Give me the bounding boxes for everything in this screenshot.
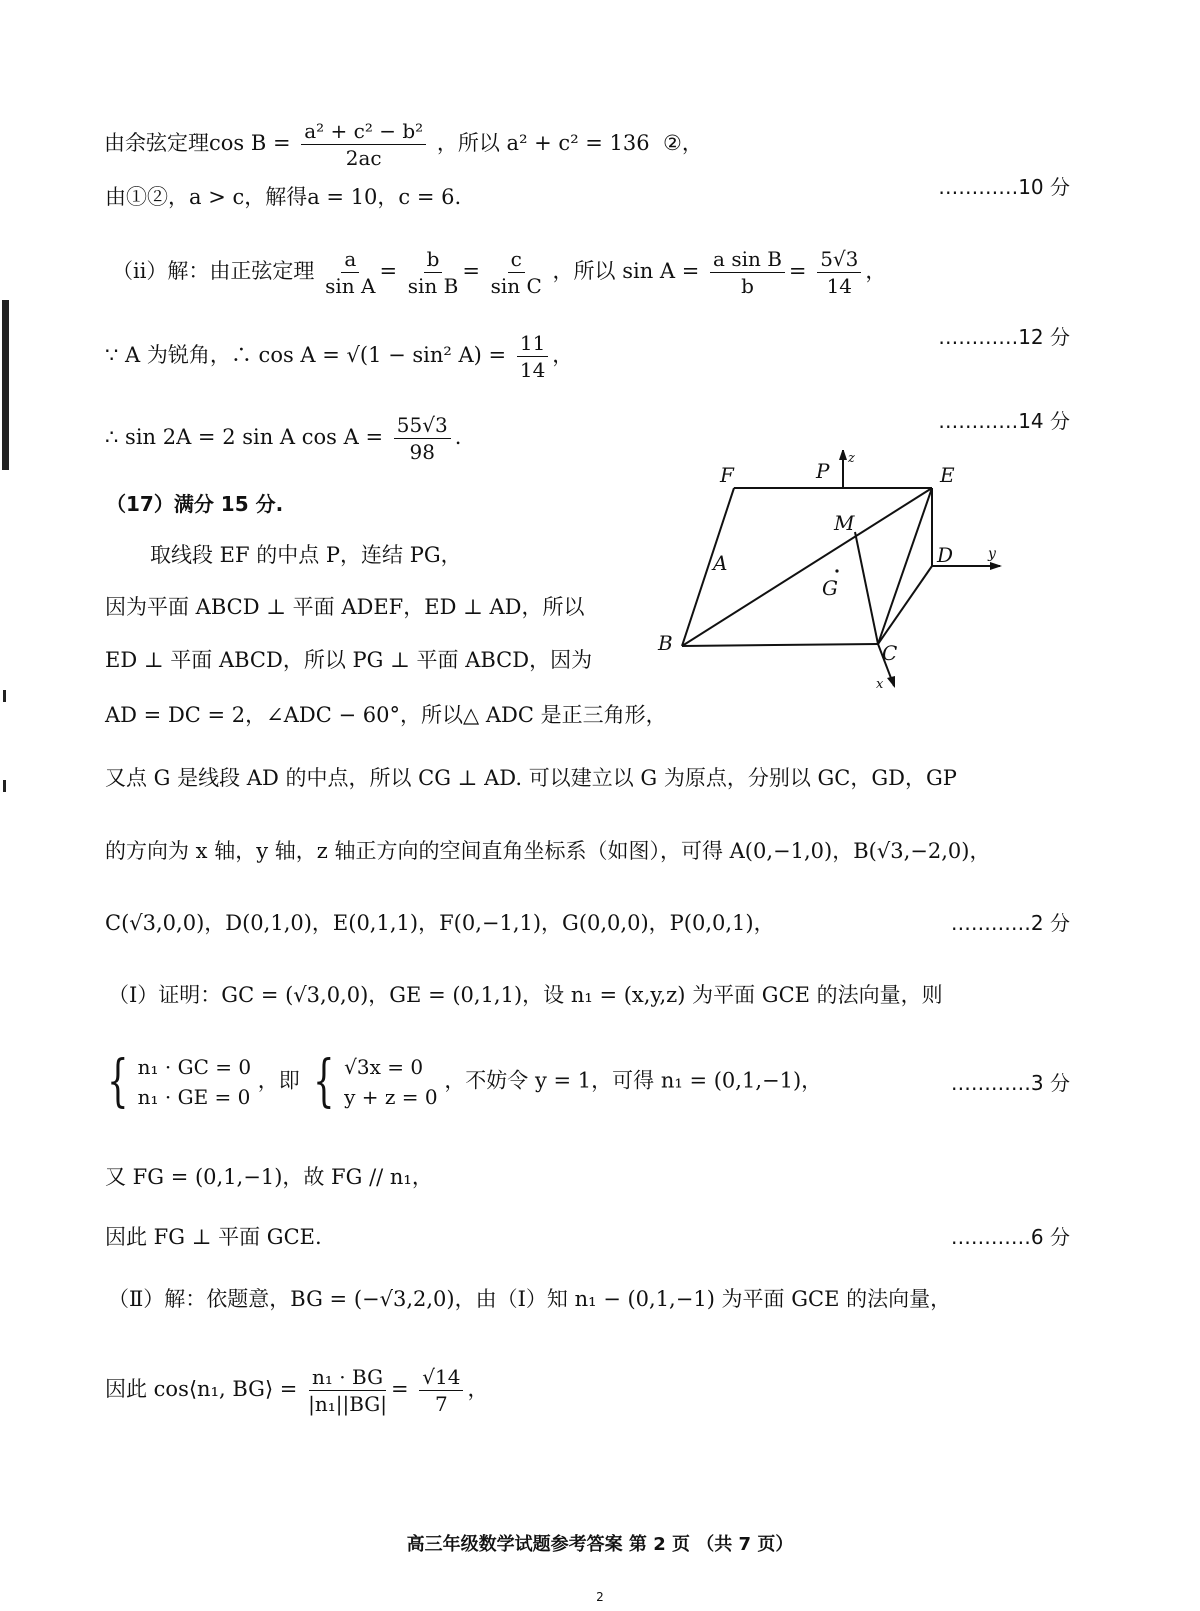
page-footer: 高三年级数学试题参考答案 第 2 页 （共 7 页） [406,1534,794,1555]
fraction [517,330,548,383]
text-line: 由①②，a > c，解得a = 10，c = 6. [105,185,462,209]
equation-row: √3x = 0 [344,1055,424,1079]
label-D: D [937,543,954,567]
label-z: z [848,451,855,466]
denominator: sin B [407,274,459,298]
text-line: ∴ sin 2A = 2 sin A cos A = $\frac{55√3}{98}$ . [105,413,462,464]
label-C: C [882,641,898,665]
denominator: |n₁||BG| [308,1392,387,1416]
label-y: y [988,546,996,562]
text: ，所以 a² + c² = 136 ②， [436,131,703,155]
equation-system-right [306,1049,438,1114]
numerator: 55√3 [394,412,451,439]
scan-edge [0,0,18,1611]
point-G [835,569,838,572]
brace: { [313,1049,335,1114]
text-line: 的方向为 x 轴，y 轴，z 轴正方向的空间直角坐标系（如图），可得 A(0,−1,0)，B(√3,−2,0)， [105,839,991,863]
numerator: c [508,246,525,273]
label-A: A [713,551,728,575]
label-M: M [834,511,855,535]
numerator: a sin B [710,246,785,273]
denominator: sin A [325,274,376,298]
label-P: P [816,459,830,483]
edge-MC [855,532,878,644]
fraction [301,118,426,171]
x-arrowhead [887,676,895,688]
equation-row: n₁ · GE = 0 [137,1085,251,1109]
fraction [491,246,542,299]
label-F: F [720,463,734,487]
label-x: x [876,677,884,690]
fraction [394,412,451,465]
denominator: 14 [826,274,853,298]
score-mark: …………3 分 [950,1071,1070,1095]
edge-EC [878,488,932,644]
text-line: ED ⊥ 平面 ABCD，所以 PG ⊥ 平面 ABCD，因为 [105,648,593,672]
text-line: 又 FG = (0,1,−1)，故 FG // n₁， [105,1165,433,1189]
fraction [325,246,375,299]
score-mark: …………2 分 [950,911,1070,935]
edge-BC [682,644,878,646]
denominator: b [741,274,754,298]
text-line: （Ⅱ）解：依题意，BG = (−√3,2,0)，由（Ⅰ）知 n₁ − (0,1,−1) 为平面 GCE 的法向量， [108,1287,952,1311]
label-E: E [940,463,955,487]
edge-DC [878,566,932,644]
score-mark: …………6 分 [950,1225,1070,1249]
text: 因此 cos⟨n₁, BG⟩ = [105,1377,298,1401]
label-G: G [822,576,838,600]
fraction [710,246,785,299]
fraction [308,1364,387,1417]
text-line: AD = DC = 2，∠ADC − 60°，所以△ ADC 是正三角形， [105,703,667,727]
equation-row: n₁ · GC = 0 [137,1055,252,1079]
equation-row: y + z = 0 [344,1085,438,1109]
text-line: （Ⅰ）证明：GC = (√3,0,0)，GE = (0,1,1)，设 n₁ = (x,y,z) 为平面 GCE 的法向量，则 [108,983,943,1007]
denominator: 98 [409,440,435,464]
denominator: 14 [519,358,546,382]
score-mark: …………10 分 [938,175,1070,199]
text-line: 因此 FG ⊥ 平面 GCE. [105,1225,322,1249]
fraction [419,1364,463,1417]
text: ，所以 sin A = [552,259,700,283]
scan-edge-mark [3,690,6,702]
denominator: 7 [435,1392,448,1416]
text-line: （ⅱ）解：由正弦定理 $\frac{a}{\text{sin A}}$ = $\frac{b}{\text{sin B}}$ = $\frac{c}{\text{sin C}}$ ，所以 sin A = $\frac{\text{a sin B}}{b}$ = $\frac{5√3}{14}$ ， [112,247,887,298]
y-arrowhead [990,562,1002,570]
text: ∴ sin 2A = 2 sin A cos A = [105,425,384,449]
fraction [408,246,459,299]
denominator: sin C [490,274,542,298]
text: ，即 [257,1068,300,1093]
text-line: C(√3,0,0)，D(0,1,0)，E(0,1,1)，F(0,−1,1)，G(0,0,0)，P(0,0,1)， [105,911,775,935]
text-line: 又点 G 是线段 AD 的中点，所以 CG ⊥ AD. 可以建立以 G 为原点，分别以 GC，GD，GP [105,766,957,790]
score-mark: …………12 分 [938,325,1070,349]
text-line: 取线段 EF 的中点 P，连结 PG， [150,543,462,567]
scan-edge-mark [3,780,6,792]
text-line: 因此 cos⟨n₁, BG⟩ = $\frac{\text{n₁ · BG}}{\text{|n₁||BG|}}$ = $\frac{√14}{7}$ ， [105,1365,489,1416]
brace: { [107,1049,129,1114]
numerator: b [424,246,443,273]
numerator: 11 [517,330,548,357]
text: ，不妨令 y = 1，可得 n₁ = (0,1,−1)， [444,1068,823,1093]
numerator: a² + c² − b² [301,118,426,145]
problem-heading: （17）满分 15 分. [106,492,284,516]
equation-system-left [100,1049,252,1114]
text: （ⅱ）解：由正弦定理 [112,259,315,283]
numerator: √14 [419,1364,463,1391]
numerator: n₁ · BG [309,1364,386,1391]
text-line [100,1049,823,1114]
text-line [104,118,703,171]
page-number: 2 [596,1590,604,1604]
text: 由余弦定理cos B = [104,131,291,155]
scan-edge-mark [2,300,9,470]
geometry-figure [650,450,1010,690]
label-B: B [658,631,673,655]
numerator: 5√3 [817,246,861,273]
text-line: 因为平面 ABCD ⊥ 平面 ADEF，ED ⊥ AD，所以 [105,595,585,619]
score-mark: …………14 分 [938,409,1070,433]
text: ∵ A 为锐角，∴ cos A = √(1 − sin² A) = [105,343,507,367]
numerator: a [341,246,359,273]
text-line: ∵ A 为锐角，∴ cos A = √(1 − sin² A) = $\frac{11}{14}$ ， [105,331,574,382]
fraction [817,246,861,299]
z-arrowhead [839,450,847,460]
denominator: 2ac [345,146,382,170]
